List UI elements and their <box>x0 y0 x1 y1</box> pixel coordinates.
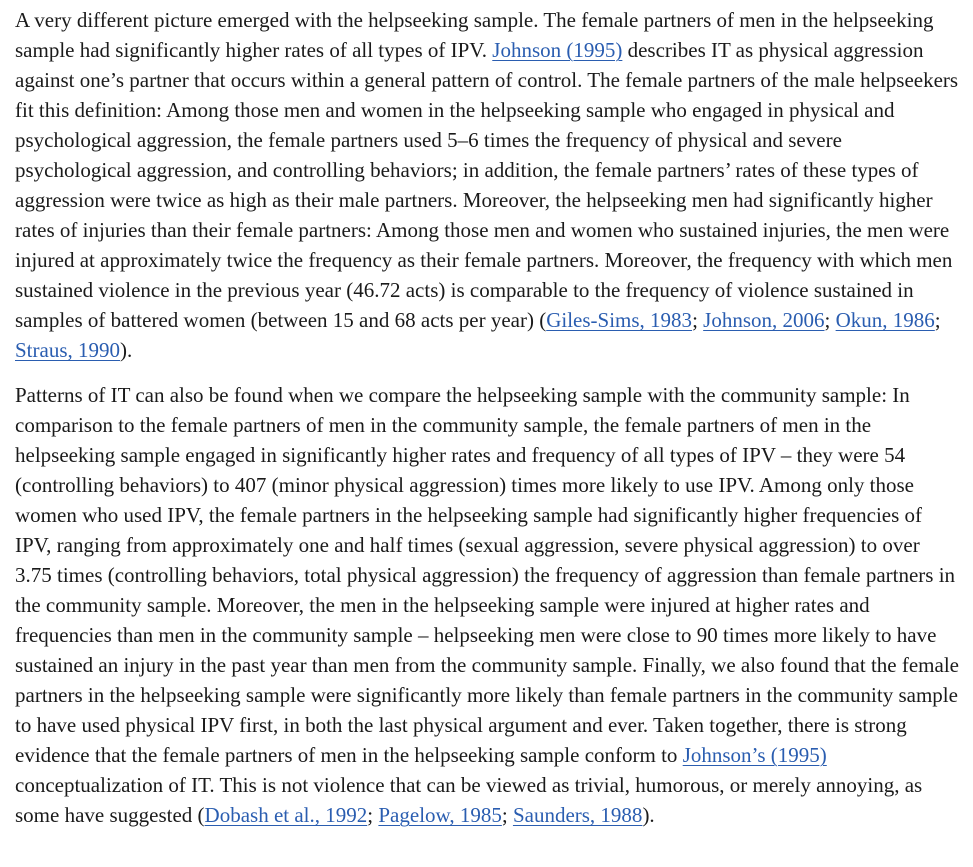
citation-link[interactable]: Johnson’s (1995) <box>682 743 827 767</box>
citation-link[interactable]: Giles-Sims, 1983 <box>546 308 693 332</box>
paragraph-text: A very different picture emerged with the helpseeking sample. The female partners of men in the helpseeking sample had significantly higher rates of all types of IPV. <box>15 8 934 62</box>
paragraph-text: conceptualization of IT. This is not violence that can be viewed as trivial, humorous, or merely annoying, as some have suggested ( <box>15 773 923 827</box>
paragraph-text: ; <box>934 308 941 332</box>
paragraph-text: ; <box>824 308 836 332</box>
citation-link[interactable]: Straus, 1990 <box>15 338 120 362</box>
citation-link[interactable]: Dobash et al., 1992 <box>204 803 368 827</box>
paragraph-text: ). <box>120 338 133 362</box>
citation-link[interactable]: Saunders, 1988 <box>512 803 643 827</box>
paragraph-text: ; <box>501 803 513 827</box>
paragraph-text: Patterns of IT can also be found when we compare the helpseeking sample with the community sample: In comparison to the female partners of men in the community sample, the female partners of men in the helpseeking sample engaged in significantly higher rates and frequency of all types of IPV – they were 54 (controlling behaviors) to 407 (minor physical aggression) times more likely to use IPV. Among only those women who used IPV, the female partners in the helpseeking sample had significantly higher frequencies of IPV, ranging from approximately one and half times (sexual aggression, severe physical aggression) to over 3.75 times (controlling behaviors, total physical aggression) the frequency of aggression than female partners in the community sample. Moreover, the men in the helpseeking sample were injured at higher rates and frequencies than men in the community sample – helpseeking men were close to 90 times more likely to have sustained an injury in the past year than men from the community sample. Finally, we also found that the female partners in the helpseeking sample were significantly more likely than female partners in the community sample to have used physical IPV first, in both the last physical argument and ever. Taken together, there is strong evidence that the female partners of men in the helpseeking sample conform to <box>15 383 959 767</box>
paragraph-text: ). <box>642 803 655 827</box>
paragraph-text: describes IT as physical aggression against one’s partner that occurs within a general pattern of control. The female partners of the male helpseekers fit this definition: Among those men and women in the helpseeking sample who engaged in physical and psychological aggression, the female partners used 5–6 times the frequency of physical and severe psychological aggression, and controlling behaviors; in addition, the female partners’ rates of these types of aggression were twice as high as their male partners. Moreover, the helpseeking men had significantly higher rates of injuries than their female partners: Among those men and women who sustained injuries, the men were injured at approximately twice the frequency as their female partners. Moreover, the frequency with which men sustained violence in the previous year (46.72 acts) is comparable to the frequency of violence sustained in samples of battered women (between 15 and 68 acts per year) ( <box>15 38 959 332</box>
paragraph <box>15 0 959 365</box>
citation-link[interactable]: Pagelow, 1985 <box>378 803 502 827</box>
paragraph-text: ; <box>692 308 704 332</box>
paragraph <box>15 365 959 830</box>
paragraph-text: ; <box>367 803 379 827</box>
citation-link[interactable]: Johnson (1995) <box>492 38 623 62</box>
citation-link[interactable]: Okun, 1986 <box>835 308 935 332</box>
citation-link[interactable]: Johnson, 2006 <box>703 308 825 332</box>
